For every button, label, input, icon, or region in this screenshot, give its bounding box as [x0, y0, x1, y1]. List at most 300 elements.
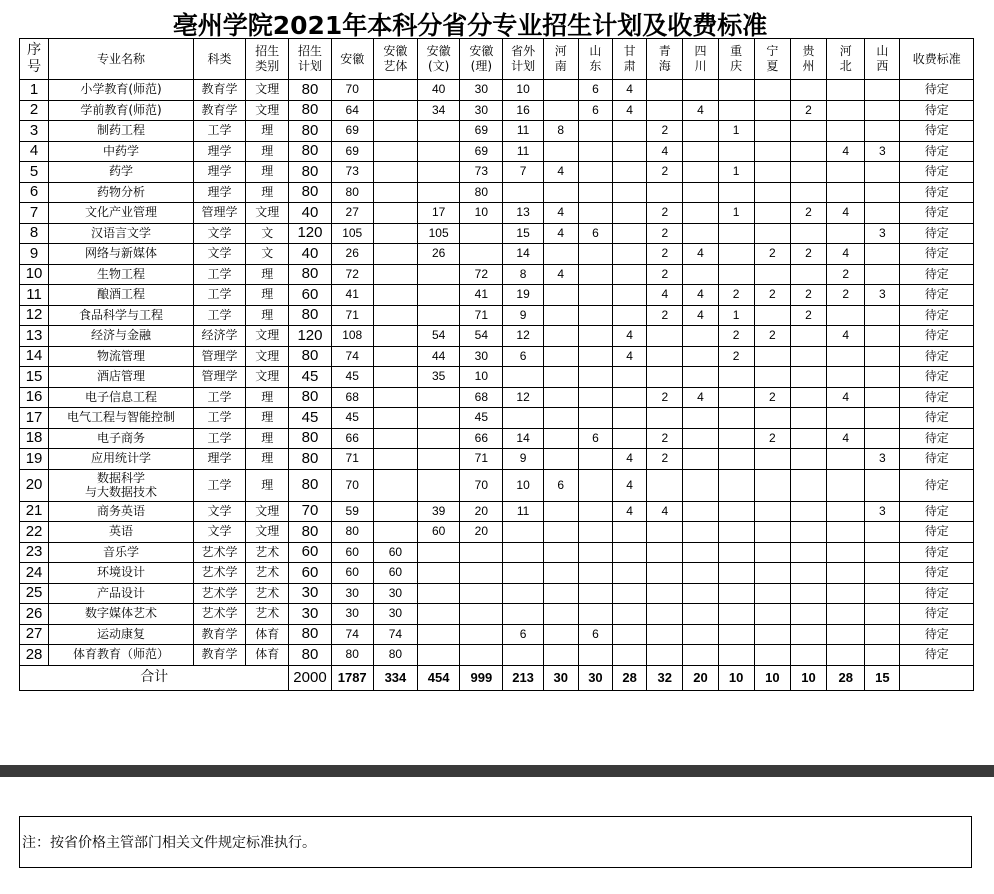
cell-hebei: 4	[827, 326, 865, 347]
cell-seq: 11	[20, 285, 49, 306]
cell-gansu: 4	[613, 346, 647, 367]
cell-major: 中药学	[49, 141, 194, 162]
cell-sichuan	[683, 162, 718, 183]
table-row	[20, 141, 974, 162]
cell-shandong	[578, 346, 612, 367]
cell-anhui: 74	[331, 346, 373, 367]
table-row	[20, 182, 974, 203]
cell-chongqing	[718, 408, 754, 429]
cell-sichuan	[683, 542, 718, 563]
cell-out-plan: 12	[503, 387, 543, 408]
table-row	[20, 264, 974, 285]
cell-guizhou	[790, 583, 826, 604]
cell-chongqing	[718, 449, 754, 470]
total-guizhou: 10	[790, 665, 826, 690]
cell-plan: 80	[289, 624, 331, 645]
cell-anhui-arts: 60	[373, 542, 417, 563]
cell-fee: 待定	[900, 264, 974, 285]
cell-anhui-sci	[460, 244, 503, 265]
cell-qinghai: 2	[647, 244, 683, 265]
header-shandong: 山 东	[578, 39, 612, 80]
cell-anhui-lib	[418, 542, 460, 563]
cell-sichuan	[683, 469, 718, 501]
cell-hebei: 4	[827, 387, 865, 408]
cell-anhui-arts	[373, 244, 417, 265]
cell-category: 工学	[193, 408, 245, 429]
cell-chongqing	[718, 100, 754, 121]
cell-chongqing: 2	[718, 285, 754, 306]
cell-ningxia	[754, 80, 790, 101]
total-qinghai: 32	[647, 665, 683, 690]
cell-anhui-lib	[418, 162, 460, 183]
cell-plan: 80	[289, 182, 331, 203]
cell-anhui-sci	[460, 645, 503, 666]
cell-henan	[543, 645, 578, 666]
cell-henan	[543, 141, 578, 162]
cell-major: 电子商务	[49, 428, 194, 449]
table-row	[20, 542, 974, 563]
cell-ningxia: 2	[754, 326, 790, 347]
cell-category: 工学	[193, 121, 245, 142]
cell-hebei	[827, 604, 865, 625]
cell-out-plan: 6	[503, 346, 543, 367]
cell-henan	[543, 449, 578, 470]
cell-chongqing	[718, 387, 754, 408]
cell-gansu: 4	[613, 501, 647, 522]
cell-anhui-sci	[460, 563, 503, 584]
cell-category: 教育学	[193, 80, 245, 101]
cell-type: 文	[246, 223, 289, 244]
cell-qinghai: 2	[647, 305, 683, 326]
cell-qinghai	[647, 346, 683, 367]
cell-category: 理学	[193, 141, 245, 162]
cell-henan	[543, 408, 578, 429]
cell-chongqing	[718, 141, 754, 162]
cell-anhui-arts	[373, 408, 417, 429]
cell-out-plan: 11	[503, 501, 543, 522]
cell-type: 理	[246, 121, 289, 142]
cell-guizhou	[790, 121, 826, 142]
cell-chongqing	[718, 428, 754, 449]
header-ningxia: 宁 夏	[754, 39, 790, 80]
cell-henan	[543, 604, 578, 625]
cell-hebei	[827, 542, 865, 563]
cell-seq: 16	[20, 387, 49, 408]
cell-qinghai	[647, 182, 683, 203]
cell-out-plan	[503, 408, 543, 429]
cell-hebei	[827, 408, 865, 429]
cell-major: 商务英语	[49, 501, 194, 522]
cell-type: 体育	[246, 645, 289, 666]
cell-major: 文化产业管理	[49, 203, 194, 224]
header-type: 招生 类别	[246, 39, 289, 80]
cell-seq: 24	[20, 563, 49, 584]
cell-category: 文学	[193, 244, 245, 265]
cell-fee: 待定	[900, 326, 974, 347]
cell-anhui: 71	[331, 305, 373, 326]
cell-type: 理	[246, 305, 289, 326]
cell-henan	[543, 326, 578, 347]
cell-anhui-arts	[373, 501, 417, 522]
cell-plan: 80	[289, 346, 331, 367]
total-plan: 2000	[289, 665, 331, 690]
total-fee	[900, 665, 974, 690]
cell-anhui-lib	[418, 645, 460, 666]
cell-anhui-sci: 10	[460, 203, 503, 224]
header-qinghai: 青 海	[647, 39, 683, 80]
cell-shandong	[578, 203, 612, 224]
cell-gansu	[613, 428, 647, 449]
table-row	[20, 346, 974, 367]
cell-out-plan	[503, 367, 543, 388]
cell-guizhou: 2	[790, 305, 826, 326]
cell-type: 文理	[246, 203, 289, 224]
cell-fee: 待定	[900, 182, 974, 203]
cell-ningxia	[754, 162, 790, 183]
cell-henan	[543, 244, 578, 265]
cell-anhui-arts	[373, 428, 417, 449]
total-row	[20, 665, 974, 690]
cell-out-plan	[503, 542, 543, 563]
cell-type: 艺术	[246, 604, 289, 625]
cell-guizhou	[790, 469, 826, 501]
table-row	[20, 563, 974, 584]
table-row	[20, 645, 974, 666]
cell-out-plan: 10	[503, 80, 543, 101]
cell-guizhou	[790, 449, 826, 470]
header-anhui-arts: 安徽 艺体	[373, 39, 417, 80]
cell-out-plan: 11	[503, 141, 543, 162]
cell-shanxi	[865, 264, 900, 285]
cell-anhui: 74	[331, 624, 373, 645]
cell-sichuan	[683, 449, 718, 470]
cell-plan: 70	[289, 501, 331, 522]
cell-guizhou: 2	[790, 203, 826, 224]
cell-hebei	[827, 563, 865, 584]
cell-chongqing: 1	[718, 162, 754, 183]
cell-sichuan	[683, 326, 718, 347]
cell-type: 体育	[246, 624, 289, 645]
cell-henan	[543, 387, 578, 408]
cell-category: 理学	[193, 449, 245, 470]
cell-anhui: 108	[331, 326, 373, 347]
cell-fee: 待定	[900, 428, 974, 449]
cell-henan	[543, 624, 578, 645]
cell-major: 应用统计学	[49, 449, 194, 470]
cell-henan: 8	[543, 121, 578, 142]
cell-anhui-arts	[373, 346, 417, 367]
cell-type: 理	[246, 428, 289, 449]
cell-ningxia	[754, 121, 790, 142]
cell-shanxi	[865, 162, 900, 183]
cell-gansu	[613, 408, 647, 429]
cell-ningxia	[754, 408, 790, 429]
cell-anhui-arts	[373, 367, 417, 388]
cell-guizhou	[790, 141, 826, 162]
cell-sichuan	[683, 367, 718, 388]
header-fee: 收费标准	[900, 39, 974, 80]
cell-shandong	[578, 182, 612, 203]
cell-type: 理	[246, 449, 289, 470]
cell-gansu: 4	[613, 326, 647, 347]
cell-henan	[543, 305, 578, 326]
cell-type: 理	[246, 182, 289, 203]
cell-sichuan	[683, 223, 718, 244]
cell-plan: 30	[289, 604, 331, 625]
cell-qinghai: 2	[647, 203, 683, 224]
cell-ningxia	[754, 182, 790, 203]
cell-fee: 待定	[900, 141, 974, 162]
cell-anhui-sci: 54	[460, 326, 503, 347]
cell-anhui-lib: 60	[418, 522, 460, 543]
cell-sichuan: 4	[683, 100, 718, 121]
header-anhui: 安徽	[331, 39, 373, 80]
cell-shandong	[578, 285, 612, 306]
cell-anhui-lib: 17	[418, 203, 460, 224]
cell-ningxia	[754, 563, 790, 584]
table-row	[20, 501, 974, 522]
cell-anhui-arts	[373, 285, 417, 306]
cell-chongqing: 2	[718, 346, 754, 367]
cell-fee: 待定	[900, 387, 974, 408]
cell-qinghai: 2	[647, 223, 683, 244]
cell-major: 汉语言文学	[49, 223, 194, 244]
cell-shandong	[578, 449, 612, 470]
cell-category: 管理学	[193, 367, 245, 388]
cell-anhui: 73	[331, 162, 373, 183]
cell-major: 英语	[49, 522, 194, 543]
cell-fee: 待定	[900, 80, 974, 101]
cell-qinghai	[647, 100, 683, 121]
cell-shanxi: 3	[865, 223, 900, 244]
cell-chongqing	[718, 645, 754, 666]
cell-type: 文理	[246, 367, 289, 388]
table-row	[20, 305, 974, 326]
cell-plan: 40	[289, 203, 331, 224]
cell-major: 产品设计	[49, 583, 194, 604]
cell-seq: 2	[20, 100, 49, 121]
cell-out-plan	[503, 522, 543, 543]
cell-qinghai: 4	[647, 141, 683, 162]
cell-gansu	[613, 264, 647, 285]
cell-henan	[543, 182, 578, 203]
cell-anhui-sci: 73	[460, 162, 503, 183]
cell-sichuan	[683, 121, 718, 142]
cell-plan: 80	[289, 80, 331, 101]
cell-anhui-lib	[418, 563, 460, 584]
cell-henan	[543, 367, 578, 388]
cell-seq: 22	[20, 522, 49, 543]
cell-hebei: 2	[827, 264, 865, 285]
cell-chongqing	[718, 542, 754, 563]
cell-major: 酿酒工程	[49, 285, 194, 306]
cell-seq: 7	[20, 203, 49, 224]
cell-anhui: 30	[331, 604, 373, 625]
cell-anhui-lib	[418, 305, 460, 326]
cell-anhui: 68	[331, 387, 373, 408]
cell-sichuan: 4	[683, 387, 718, 408]
cell-shanxi	[865, 583, 900, 604]
cell-hebei: 4	[827, 141, 865, 162]
cell-anhui-lib: 35	[418, 367, 460, 388]
cell-gansu	[613, 203, 647, 224]
header-guizhou: 贵 州	[790, 39, 826, 80]
cell-hebei	[827, 121, 865, 142]
cell-fee: 待定	[900, 624, 974, 645]
cell-anhui-lib	[418, 121, 460, 142]
cell-anhui-sci: 45	[460, 408, 503, 429]
cell-category: 教育学	[193, 624, 245, 645]
cell-qinghai	[647, 583, 683, 604]
cell-fee: 待定	[900, 604, 974, 625]
cell-anhui-arts	[373, 100, 417, 121]
cell-seq: 20	[20, 469, 49, 501]
cell-shandong	[578, 162, 612, 183]
cell-type: 理	[246, 469, 289, 501]
cell-guizhou: 2	[790, 100, 826, 121]
table-row	[20, 522, 974, 543]
cell-shanxi	[865, 408, 900, 429]
cell-shanxi	[865, 522, 900, 543]
cell-fee: 待定	[900, 305, 974, 326]
cell-qinghai	[647, 469, 683, 501]
cell-anhui-sci: 80	[460, 182, 503, 203]
cell-seq: 17	[20, 408, 49, 429]
cell-category: 艺术学	[193, 604, 245, 625]
cell-guizhou: 2	[790, 244, 826, 265]
cell-anhui-arts: 30	[373, 604, 417, 625]
cell-guizhou	[790, 346, 826, 367]
cell-ningxia	[754, 469, 790, 501]
cell-ningxia: 2	[754, 428, 790, 449]
cell-out-plan: 7	[503, 162, 543, 183]
cell-ningxia	[754, 203, 790, 224]
cell-sichuan	[683, 522, 718, 543]
enrollment-plan-table	[19, 38, 974, 691]
table-row	[20, 223, 974, 244]
cell-anhui: 69	[331, 121, 373, 142]
cell-anhui-sci: 10	[460, 367, 503, 388]
cell-anhui-lib	[418, 428, 460, 449]
cell-anhui: 80	[331, 645, 373, 666]
cell-sichuan: 4	[683, 244, 718, 265]
cell-shandong: 6	[578, 100, 612, 121]
cell-sichuan	[683, 624, 718, 645]
cell-fee: 待定	[900, 346, 974, 367]
cell-hebei	[827, 223, 865, 244]
cell-qinghai: 2	[647, 449, 683, 470]
cell-type: 艺术	[246, 583, 289, 604]
cell-seq: 1	[20, 80, 49, 101]
cell-chongqing: 1	[718, 121, 754, 142]
cell-fee: 待定	[900, 563, 974, 584]
cell-major: 运动康复	[49, 624, 194, 645]
cell-ningxia	[754, 583, 790, 604]
total-out-plan: 213	[503, 665, 543, 690]
table-row	[20, 583, 974, 604]
cell-qinghai	[647, 326, 683, 347]
cell-sichuan	[683, 346, 718, 367]
cell-guizhou	[790, 624, 826, 645]
header-chongqing: 重 庆	[718, 39, 754, 80]
cell-guizhou	[790, 223, 826, 244]
header-row	[20, 39, 974, 80]
cell-sichuan: 4	[683, 305, 718, 326]
cell-anhui-lib: 54	[418, 326, 460, 347]
cell-ningxia	[754, 305, 790, 326]
table-row	[20, 326, 974, 347]
header-sichuan: 四 川	[683, 39, 718, 80]
total-hebei: 28	[827, 665, 865, 690]
cell-category: 文学	[193, 522, 245, 543]
cell-major: 药物分析	[49, 182, 194, 203]
cell-shanxi	[865, 203, 900, 224]
cell-hebei	[827, 162, 865, 183]
cell-plan: 60	[289, 542, 331, 563]
total-sichuan: 20	[683, 665, 718, 690]
cell-anhui-arts	[373, 121, 417, 142]
cell-ningxia	[754, 100, 790, 121]
cell-sichuan	[683, 428, 718, 449]
cell-anhui-arts	[373, 162, 417, 183]
section-divider	[0, 765, 994, 777]
cell-gansu	[613, 604, 647, 625]
cell-gansu: 4	[613, 449, 647, 470]
total-anhui-sci: 999	[460, 665, 503, 690]
cell-shandong: 6	[578, 624, 612, 645]
cell-seq: 5	[20, 162, 49, 183]
cell-out-plan: 12	[503, 326, 543, 347]
cell-category: 工学	[193, 264, 245, 285]
cell-shanxi: 3	[865, 285, 900, 306]
cell-anhui-sci: 68	[460, 387, 503, 408]
table-row	[20, 624, 974, 645]
cell-seq: 6	[20, 182, 49, 203]
cell-plan: 45	[289, 408, 331, 429]
cell-anhui: 27	[331, 203, 373, 224]
cell-sichuan	[683, 80, 718, 101]
cell-anhui-lib: 26	[418, 244, 460, 265]
cell-gansu	[613, 583, 647, 604]
cell-shanxi	[865, 542, 900, 563]
cell-chongqing: 1	[718, 203, 754, 224]
cell-out-plan: 10	[503, 469, 543, 501]
cell-guizhou	[790, 264, 826, 285]
cell-chongqing	[718, 80, 754, 101]
cell-fee: 待定	[900, 203, 974, 224]
cell-guizhou	[790, 162, 826, 183]
cell-gansu	[613, 244, 647, 265]
cell-anhui-sci: 71	[460, 449, 503, 470]
cell-fee: 待定	[900, 162, 974, 183]
cell-anhui-arts	[373, 141, 417, 162]
cell-shandong	[578, 542, 612, 563]
cell-anhui-lib	[418, 449, 460, 470]
cell-anhui-arts	[373, 203, 417, 224]
cell-qinghai	[647, 408, 683, 429]
table-row	[20, 203, 974, 224]
header-anhui-lib: 安徽 (文)	[418, 39, 460, 80]
cell-qinghai: 2	[647, 428, 683, 449]
cell-guizhou: 2	[790, 285, 826, 306]
cell-shanxi	[865, 346, 900, 367]
cell-qinghai: 2	[647, 162, 683, 183]
cell-henan	[543, 542, 578, 563]
cell-gansu: 4	[613, 80, 647, 101]
cell-fee: 待定	[900, 522, 974, 543]
cell-fee: 待定	[900, 285, 974, 306]
cell-ningxia	[754, 645, 790, 666]
